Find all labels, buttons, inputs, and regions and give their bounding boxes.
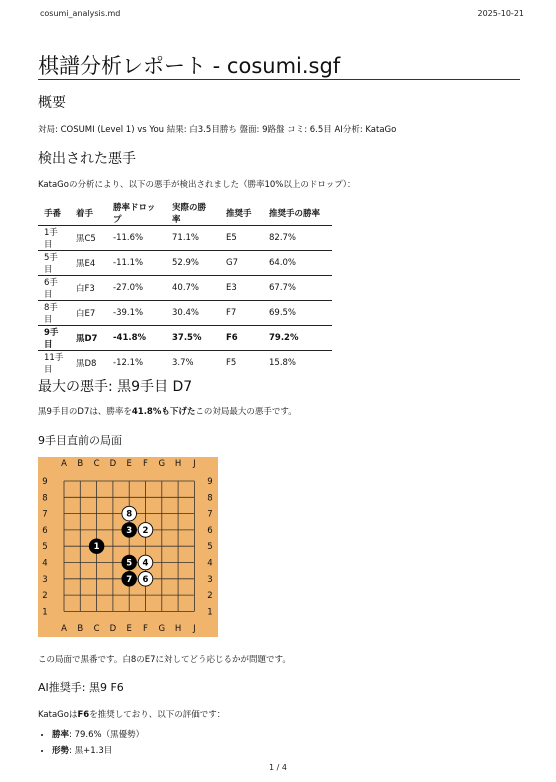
table-cell: 52.9%	[166, 251, 220, 276]
column-label: C	[93, 459, 100, 469]
table-cell: 67.7%	[263, 276, 332, 301]
mistakes-heading: 検出された悪手	[38, 151, 136, 167]
list-item	[52, 743, 144, 759]
evaluation-list	[38, 727, 144, 759]
stone-move-number: 5	[126, 558, 133, 569]
column-label: J	[193, 624, 196, 634]
header-filename: cosumi_analysis.md	[40, 9, 121, 18]
column-label: B	[77, 459, 84, 469]
list-item	[52, 727, 144, 743]
row-label: 6	[207, 525, 213, 536]
table-cell: 79.2%	[263, 326, 332, 351]
column-header: 勝率ドロップ	[107, 201, 166, 226]
table-cell: 40.7%	[166, 276, 220, 301]
recommended-move: F6	[77, 710, 90, 720]
table-cell: G7	[220, 251, 263, 276]
column-label: D	[109, 459, 117, 469]
row-label: 4	[42, 558, 48, 569]
column-label: B	[77, 624, 84, 634]
table-row	[38, 251, 332, 276]
title-divider	[38, 79, 520, 80]
table-cell: 37.5%	[166, 326, 220, 351]
header-date: 2025-10-21	[477, 9, 524, 18]
column-label: D	[109, 624, 117, 634]
row-label: 5	[207, 542, 213, 553]
page-number: 1 / 4	[269, 763, 287, 772]
worst-move-text: 黒9手目のD7は、勝率を41.8%も下げたこの対局最大の悪手です。	[38, 407, 297, 417]
column-label: H	[174, 459, 182, 469]
stone-move-number: 2	[142, 525, 149, 536]
row-label: 8	[207, 493, 213, 504]
overview-text: 対局: COSUMI (Level 1) vs You 結果: 白3.5目勝ち 盤面: 9路盤 コミ: 6.5目 AI分析: KataGo	[38, 125, 397, 135]
ai-recommendation-heading: AI推奨手: 黒9 F6	[38, 681, 124, 694]
list-item-value: : 黒+1.3目	[69, 746, 113, 756]
table-row-highlighted	[38, 326, 332, 351]
board-background	[38, 457, 218, 637]
table-cell: 64.0%	[263, 251, 332, 276]
row-label: 7	[42, 509, 48, 520]
row-label: 5	[42, 542, 48, 553]
table-cell: 5手目	[38, 251, 70, 276]
table-cell: -27.0%	[107, 276, 166, 301]
stone-move-number: 1	[93, 542, 100, 553]
row-label: 2	[42, 591, 48, 602]
row-label: 8	[42, 493, 48, 504]
table-cell: 69.5%	[263, 301, 332, 326]
column-label: G	[158, 459, 166, 469]
table-cell: 9手目	[38, 326, 70, 351]
column-label: A	[61, 624, 67, 634]
row-label: 1	[42, 607, 48, 618]
column-label: C	[93, 624, 100, 634]
column-label: F	[143, 624, 148, 634]
column-label: E	[126, 624, 132, 634]
ai-recommendation-intro: KataGoはF6を推奨しており、以下の評価です：	[38, 710, 226, 720]
table-row	[38, 226, 332, 251]
column-label: A	[61, 459, 67, 469]
list-item-label: 勝率	[52, 730, 70, 740]
table-row	[38, 276, 332, 301]
row-label: 6	[42, 525, 48, 536]
table-row	[38, 351, 332, 376]
column-label: J	[193, 459, 196, 469]
document-title: 棋譜分析レポート - cosumi.sgf	[38, 54, 341, 78]
column-header: 着手	[70, 201, 107, 226]
table-cell: -39.1%	[107, 301, 166, 326]
list-item-label: 形勢	[52, 746, 70, 756]
table-cell: 15.8%	[269, 358, 297, 368]
table-cell: 82.7%	[263, 226, 332, 251]
table-header-row	[38, 201, 332, 226]
table-cell: 6手目	[38, 276, 70, 301]
position-caption: この局面で黒番です。白8のE7に対してどう応じるかが問題です。	[38, 655, 291, 665]
stone-move-number: 8	[126, 509, 133, 520]
table-cell: 1手目	[38, 226, 70, 251]
mistakes-intro: KataGoの分析により、以下の悪手が検出されました（勝率10%以上のドロップ）：	[38, 180, 356, 190]
column-label: H	[174, 624, 182, 634]
row-label: 1	[207, 607, 213, 618]
column-label: E	[126, 459, 132, 469]
column-header: 推奨手	[220, 201, 263, 226]
table-cell: 71.1%	[166, 226, 220, 251]
column-label: F	[143, 459, 148, 469]
table-cell: F6	[220, 326, 263, 351]
table-cell: E5	[220, 226, 263, 251]
table-cell: 11手目	[44, 353, 64, 375]
table-cell: 黒D8	[76, 359, 97, 369]
table-cell: -12.1%	[113, 358, 144, 368]
column-header: 推奨手の勝率	[263, 201, 332, 226]
table-cell: 8手目	[38, 301, 70, 326]
row-label: 2	[207, 591, 213, 602]
worst-move-emphasis: 41.8%も下げた	[131, 407, 196, 417]
stone-move-number: 4	[142, 558, 149, 569]
list-item-value: : 79.6%（黒優勢）	[69, 730, 145, 740]
go-board-diagram	[38, 457, 218, 637]
row-label: 7	[207, 509, 213, 520]
table-cell: 3.7%	[172, 358, 194, 368]
table-cell: 30.4%	[166, 301, 220, 326]
column-header: 手番	[38, 201, 70, 226]
position-heading: 9手目直前の局面	[38, 434, 122, 447]
table-cell: 白F3	[70, 276, 107, 301]
table-cell: 黒C5	[70, 226, 107, 251]
table-cell: E3	[220, 276, 263, 301]
overview-heading: 概要	[38, 95, 66, 111]
table-cell: -11.6%	[107, 226, 166, 251]
table-cell: 白E7	[70, 301, 107, 326]
table-cell: -11.1%	[107, 251, 166, 276]
worst-move-heading: 最大の悪手: 黒9手目 D7	[38, 379, 193, 395]
table-cell: 黒D7	[70, 326, 107, 351]
stone-move-number: 3	[126, 525, 133, 536]
table-cell: -41.8%	[107, 326, 166, 351]
row-label: 3	[207, 574, 213, 585]
row-label: 3	[42, 574, 48, 585]
stone-move-number: 7	[126, 574, 133, 585]
column-header: 実際の勝率	[166, 201, 220, 226]
row-label: 4	[207, 558, 213, 569]
table-cell: F7	[220, 301, 263, 326]
table-row	[38, 301, 332, 326]
stone-move-number: 6	[142, 574, 149, 585]
row-label: 9	[42, 477, 48, 487]
table-cell: 黒E4	[70, 251, 107, 276]
column-label: G	[158, 624, 166, 634]
mistakes-table	[38, 201, 332, 375]
table-cell: F5	[226, 358, 237, 368]
row-label: 9	[207, 477, 213, 487]
